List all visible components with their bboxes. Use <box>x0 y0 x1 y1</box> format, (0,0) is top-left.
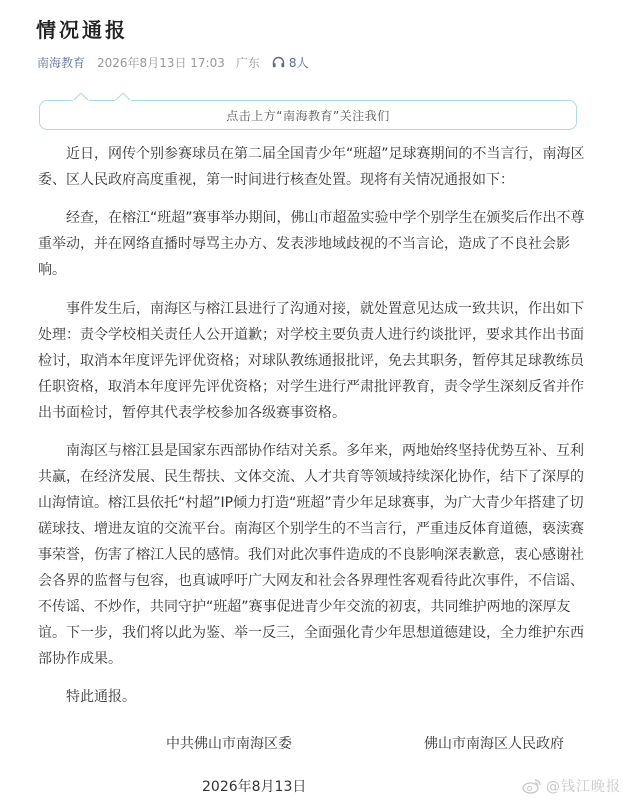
signature-right: 佛山市南海区人民政府 <box>424 736 564 752</box>
paragraph-statement: 南海区与榕江县是国家东西部协作结对关系。多年来，两地始终坚持优势互补、互利共赢，在经济发展、民生帮扶、文体交流、人才共育等领域持续深化协作，结下了深厚的山海情谊。榕江县依托“村超”IP倾力打造“班超”青少年足球赛事，为广大青少年搭建了切磋球技、增进友谊的交流平台。南海区个别学生的不当言行，严重违反体育道德，亵渎赛事荣誉，伤害了榕江人民的感情。我们对此次事件造成的不良影响深表歉意，衷心感谢社会各界的监督与包容，也真诚呼吁广大网友和社会各界理性客观看待此次事件，不信谣、不传谣、不炒作，共同守护“班超”赛事促进青少年交流的初衷，共同维护两地的深厚友谊。下一步，我们将以此为鉴、举一反三，全面强化青少年思想道德建设，全力维护东西部协作成果。 <box>38 443 584 667</box>
publish-time: 2026年8月13日 17:03 <box>97 55 225 70</box>
publish-region: 广东 <box>235 55 260 70</box>
follow-banner-text: 点击上方“南海教育”关注我们 <box>226 109 390 123</box>
banner-notch-decoration <box>73 93 89 101</box>
paragraph-handling: 事件发生后，南海区与榕江县进行了沟通对接，就处置意见达成一致共识，作出如下处理：责令学校相关责任人公开道歉；对学校主要负责人进行约谈批评，要求其作出书面检讨，取消本年度评先评优资格；对球队教练通报批评，免去其职务，暂停其足球教练员任职资格，取消本年度评先评优资格；对学生进行严肃批评教育，责令学生深刻反省并作出书面检讨，暂停其代表学校参加各级赛事资格。 <box>38 301 584 421</box>
paragraph-closing: 特此通报。 <box>66 689 136 705</box>
follow-banner[interactable] <box>39 100 577 130</box>
listen-button[interactable] <box>272 54 309 71</box>
article-title: 情况通报 <box>36 18 128 42</box>
source-watermark <box>522 776 621 796</box>
paragraph-intro: 近日，网传个别参赛球员在第二届全国青少年“班超”足球赛期间的不当言行，南海区委、区人民政府高度重视，第一时间进行核查处置。现将有关情况通报如下： <box>38 146 585 188</box>
paragraph-findings: 经查，在榕江“班超”赛事举办期间，佛山市超盈实验中学个别学生在颁奖后作出不尊重举动，并在网络直播时辱骂主办方、发表涉地域歧视的不当言论，造成了不良社会影响。 <box>38 210 585 278</box>
account-name-link[interactable]: 南海教育 <box>37 55 86 70</box>
watermark-text: @钱江晚报 <box>546 779 621 795</box>
headphones-icon <box>272 56 285 68</box>
listen-count: 8人 <box>288 55 309 70</box>
banner-notch-decoration <box>115 93 131 101</box>
signature-left: 中共佛山市南海区委 <box>166 736 292 752</box>
weibo-icon <box>522 778 542 794</box>
article-meta <box>37 54 309 70</box>
signature-date: 2026年8月13日 <box>202 779 307 795</box>
